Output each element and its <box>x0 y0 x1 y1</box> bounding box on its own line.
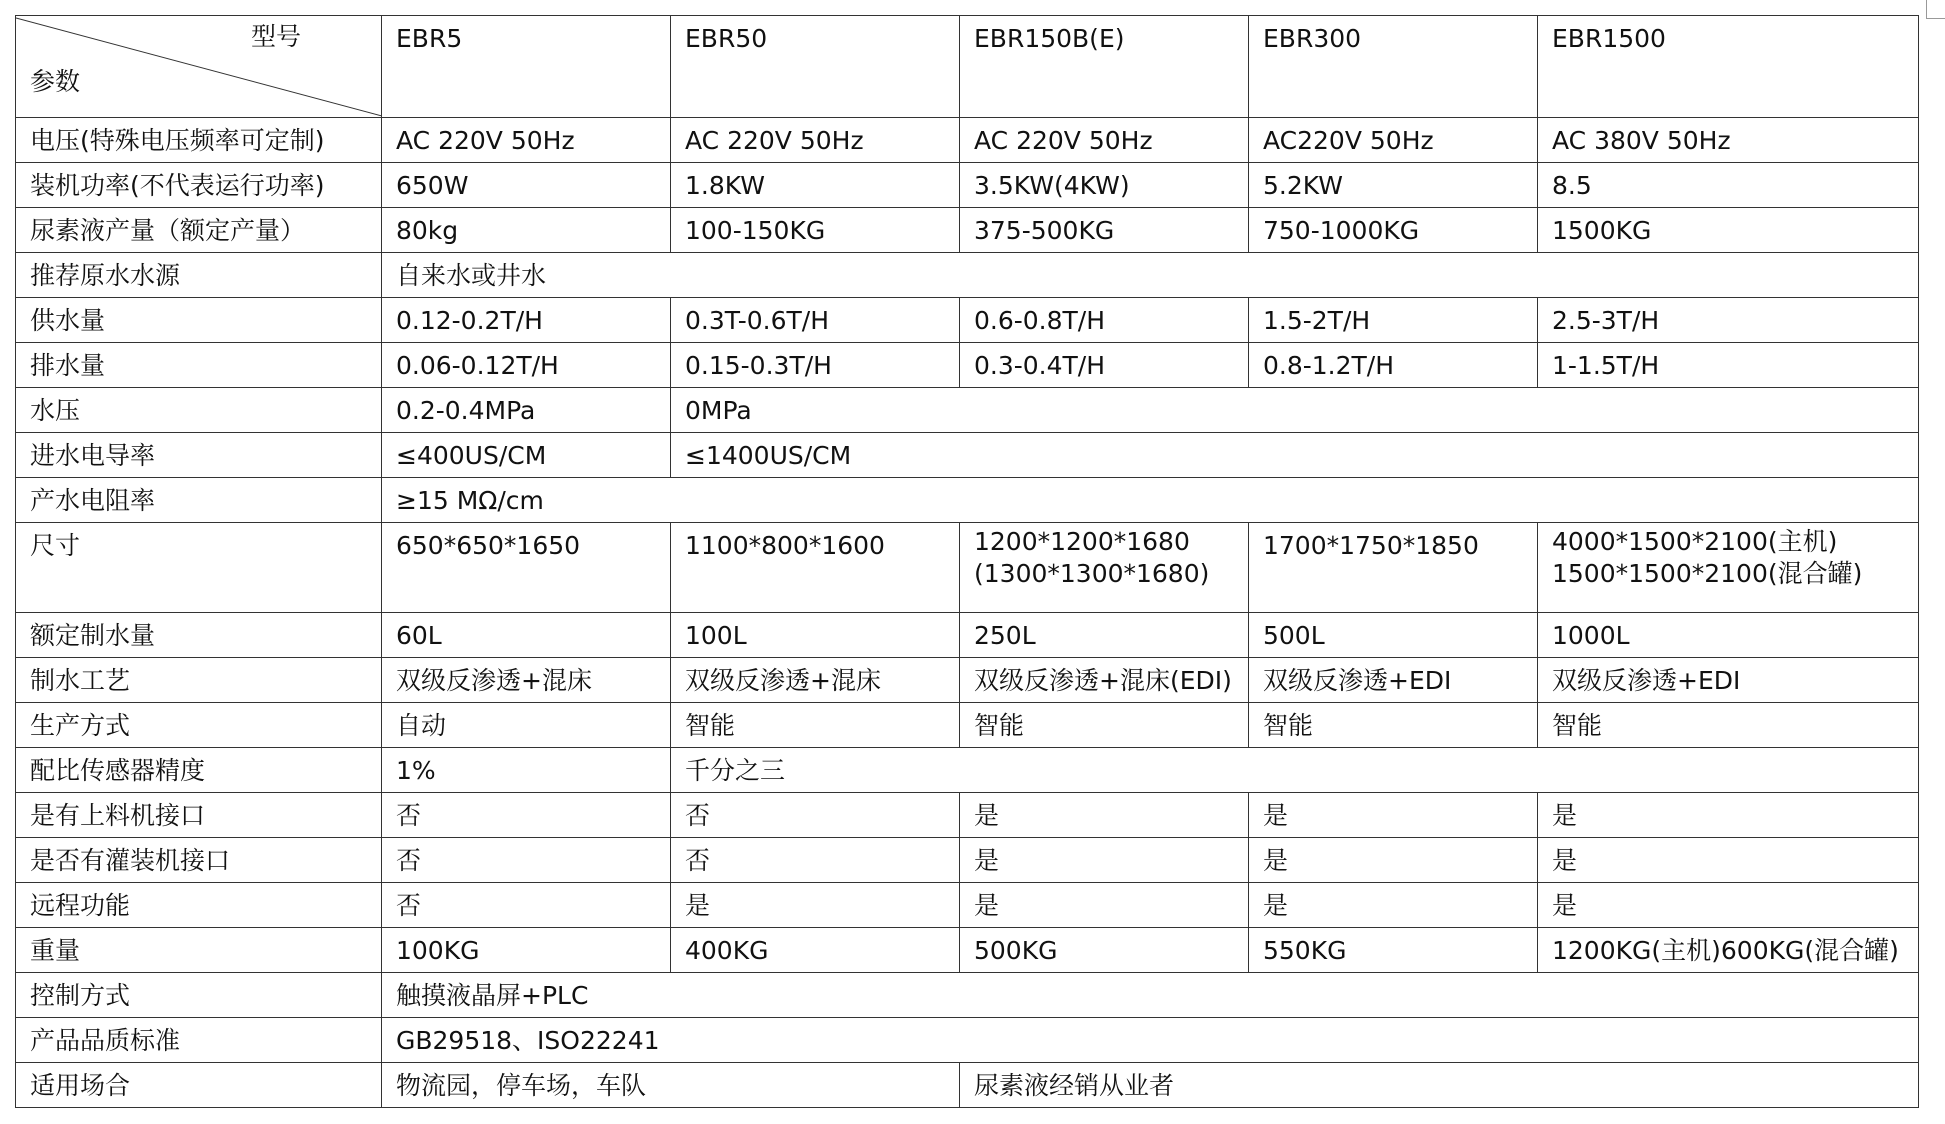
table-row <box>16 838 1919 883</box>
table-cell: 智能 <box>1538 703 1919 748</box>
table-cell: 0.6-0.8T/H <box>960 298 1249 343</box>
table-cell: 双级反渗透+EDI <box>1538 658 1919 703</box>
table-cell: 8.5 <box>1538 163 1919 208</box>
table-cell: 双级反渗透+混床 <box>382 658 671 703</box>
table-cell: 1.5-2T/H <box>1249 298 1538 343</box>
table-cell: 双级反渗透+混床(EDI) <box>960 658 1249 703</box>
dimension-line: (1300*1300*1680) <box>974 559 1210 588</box>
table-header-row <box>16 16 1919 118</box>
table-row <box>16 973 1919 1018</box>
table-cell: 0.3-0.4T/H <box>960 343 1249 388</box>
table-cell: 0.8-1.2T/H <box>1249 343 1538 388</box>
table-cell: 千分之三 <box>671 748 1919 793</box>
table-cell: ≤400US/CM <box>382 433 671 478</box>
row-label: 是否有灌装机接口 <box>16 838 382 883</box>
row-label: 进水电导率 <box>16 433 382 478</box>
table-cell: 智能 <box>671 703 960 748</box>
table-cell: 是 <box>960 883 1249 928</box>
table-cell: 500KG <box>960 928 1249 973</box>
table-cell: 是 <box>1249 793 1538 838</box>
table-cell: 触摸液晶屏+PLC <box>382 973 1919 1018</box>
table-cell: 否 <box>671 838 960 883</box>
table-row <box>16 523 1919 613</box>
row-label: 配比传感器精度 <box>16 748 382 793</box>
table-cell: 1% <box>382 748 671 793</box>
table-row <box>16 298 1919 343</box>
model-header-ebr300: EBR300 <box>1249 16 1538 118</box>
table-cell: 550KG <box>1249 928 1538 973</box>
table-cell: 400KG <box>671 928 960 973</box>
param-label: 参数 <box>30 67 81 96</box>
row-label: 生产方式 <box>16 703 382 748</box>
table-cell: 500L <box>1249 613 1538 658</box>
table-cell: 2.5-3T/H <box>1538 298 1919 343</box>
table-row <box>16 793 1919 838</box>
table-cell: 1000L <box>1538 613 1919 658</box>
table-cell: GB29518、ISO22241 <box>382 1018 1919 1063</box>
table-cell: 智能 <box>1249 703 1538 748</box>
table-cell: 750-1000KG <box>1249 208 1538 253</box>
table-cell: 尿素液经销从业者 <box>960 1063 1919 1108</box>
table-cell: 0.3T-0.6T/H <box>671 298 960 343</box>
table-cell: AC 220V 50Hz <box>960 118 1249 163</box>
row-label: 产水电阻率 <box>16 478 382 523</box>
row-label: 尿素液产量（额定产量） <box>16 208 382 253</box>
table-cell: AC 220V 50Hz <box>382 118 671 163</box>
table-cell: 1700*1750*1850 <box>1249 523 1538 613</box>
table-cell: 0.06-0.12T/H <box>382 343 671 388</box>
row-label: 装机功率(不代表运行功率) <box>16 163 382 208</box>
table-cell: 否 <box>382 793 671 838</box>
table-cell: 60L <box>382 613 671 658</box>
table-cell: 100KG <box>382 928 671 973</box>
table-cell: 否 <box>671 793 960 838</box>
row-label: 供水量 <box>16 298 382 343</box>
table-cell: 是 <box>960 838 1249 883</box>
table-cell: 是 <box>671 883 960 928</box>
dimension-line: 4000*1500*2100(主机) <box>1552 527 1838 556</box>
table-cell: AC 380V 50Hz <box>1538 118 1919 163</box>
table-cell: 100L <box>671 613 960 658</box>
table-cell: 是 <box>1538 838 1919 883</box>
table-cell: 0MPa <box>671 388 1919 433</box>
table-row <box>16 1018 1919 1063</box>
table-cell: 650W <box>382 163 671 208</box>
table-cell: 否 <box>382 883 671 928</box>
table-cell: 是 <box>1249 883 1538 928</box>
table-cell: 650*650*1650 <box>382 523 671 613</box>
table-cell: 0.12-0.2T/H <box>382 298 671 343</box>
table-cell: 是 <box>1249 838 1538 883</box>
table-row <box>16 748 1919 793</box>
table-cell: 是 <box>960 793 1249 838</box>
table-cell: 80kg <box>382 208 671 253</box>
table-cell: 1.8KW <box>671 163 960 208</box>
model-header-ebr50: EBR50 <box>671 16 960 118</box>
row-label: 电压(特殊电压频率可定制) <box>16 118 382 163</box>
page-corner-mark <box>1926 0 1945 19</box>
table-row <box>16 253 1919 298</box>
table-row <box>16 883 1919 928</box>
table-cell: 375-500KG <box>960 208 1249 253</box>
table-cell: ≥15 MΩ/cm <box>382 478 1919 523</box>
table-cell: 250L <box>960 613 1249 658</box>
model-header-ebr5: EBR5 <box>382 16 671 118</box>
row-label: 尺寸 <box>16 523 382 613</box>
table-cell: 自动 <box>382 703 671 748</box>
row-label: 水压 <box>16 388 382 433</box>
row-label: 制水工艺 <box>16 658 382 703</box>
row-label: 额定制水量 <box>16 613 382 658</box>
table-row <box>16 208 1919 253</box>
table-row <box>16 613 1919 658</box>
table-cell: 物流园，停车场，车队 <box>382 1063 960 1108</box>
table-row <box>16 928 1919 973</box>
spec-table <box>15 15 1919 1108</box>
row-label: 是有上料机接口 <box>16 793 382 838</box>
table-row <box>16 433 1919 478</box>
table-cell: 100-150KG <box>671 208 960 253</box>
table-cell: 5.2KW <box>1249 163 1538 208</box>
table-row <box>16 163 1919 208</box>
table-cell <box>1538 523 1919 613</box>
table-cell: AC 220V 50Hz <box>671 118 960 163</box>
model-header-ebr150: EBR150B(E) <box>960 16 1249 118</box>
table-row <box>16 343 1919 388</box>
table-cell: 1500KG <box>1538 208 1919 253</box>
table-row <box>16 1063 1919 1108</box>
table-cell: 是 <box>1538 793 1919 838</box>
table-cell: 是 <box>1538 883 1919 928</box>
row-label: 重量 <box>16 928 382 973</box>
table-row <box>16 388 1919 433</box>
row-label: 产品品质标准 <box>16 1018 382 1063</box>
table-cell: 1100*800*1600 <box>671 523 960 613</box>
row-label: 适用场合 <box>16 1063 382 1108</box>
table-row <box>16 118 1919 163</box>
table-row <box>16 478 1919 523</box>
table-cell: AC220V 50Hz <box>1249 118 1538 163</box>
dimension-line: 1500*1500*2100(混合罐) <box>1552 559 1863 588</box>
header-corner-cell <box>16 16 382 118</box>
table-cell: 0.15-0.3T/H <box>671 343 960 388</box>
table-cell: 智能 <box>960 703 1249 748</box>
table-cell: 双级反渗透+EDI <box>1249 658 1538 703</box>
table-row <box>16 658 1919 703</box>
row-label: 远程功能 <box>16 883 382 928</box>
table-cell: 0.2-0.4MPa <box>382 388 671 433</box>
table-cell: 3.5KW(4KW) <box>960 163 1249 208</box>
table-cell: ≤1400US/CM <box>671 433 1919 478</box>
row-label: 控制方式 <box>16 973 382 1018</box>
table-cell: 1-1.5T/H <box>1538 343 1919 388</box>
row-label: 排水量 <box>16 343 382 388</box>
table-cell: 自来水或井水 <box>382 253 1919 298</box>
table-cell <box>960 523 1249 613</box>
table-row <box>16 703 1919 748</box>
table-cell: 双级反渗透+混床 <box>671 658 960 703</box>
table-cell: 1200KG(主机)600KG(混合罐) <box>1538 928 1919 973</box>
table-cell: 否 <box>382 838 671 883</box>
row-label: 推荐原水水源 <box>16 253 382 298</box>
model-label: 型号 <box>251 22 302 51</box>
model-header-ebr1500: EBR1500 <box>1538 16 1919 118</box>
dimension-line: 1200*1200*1680 <box>974 527 1190 556</box>
